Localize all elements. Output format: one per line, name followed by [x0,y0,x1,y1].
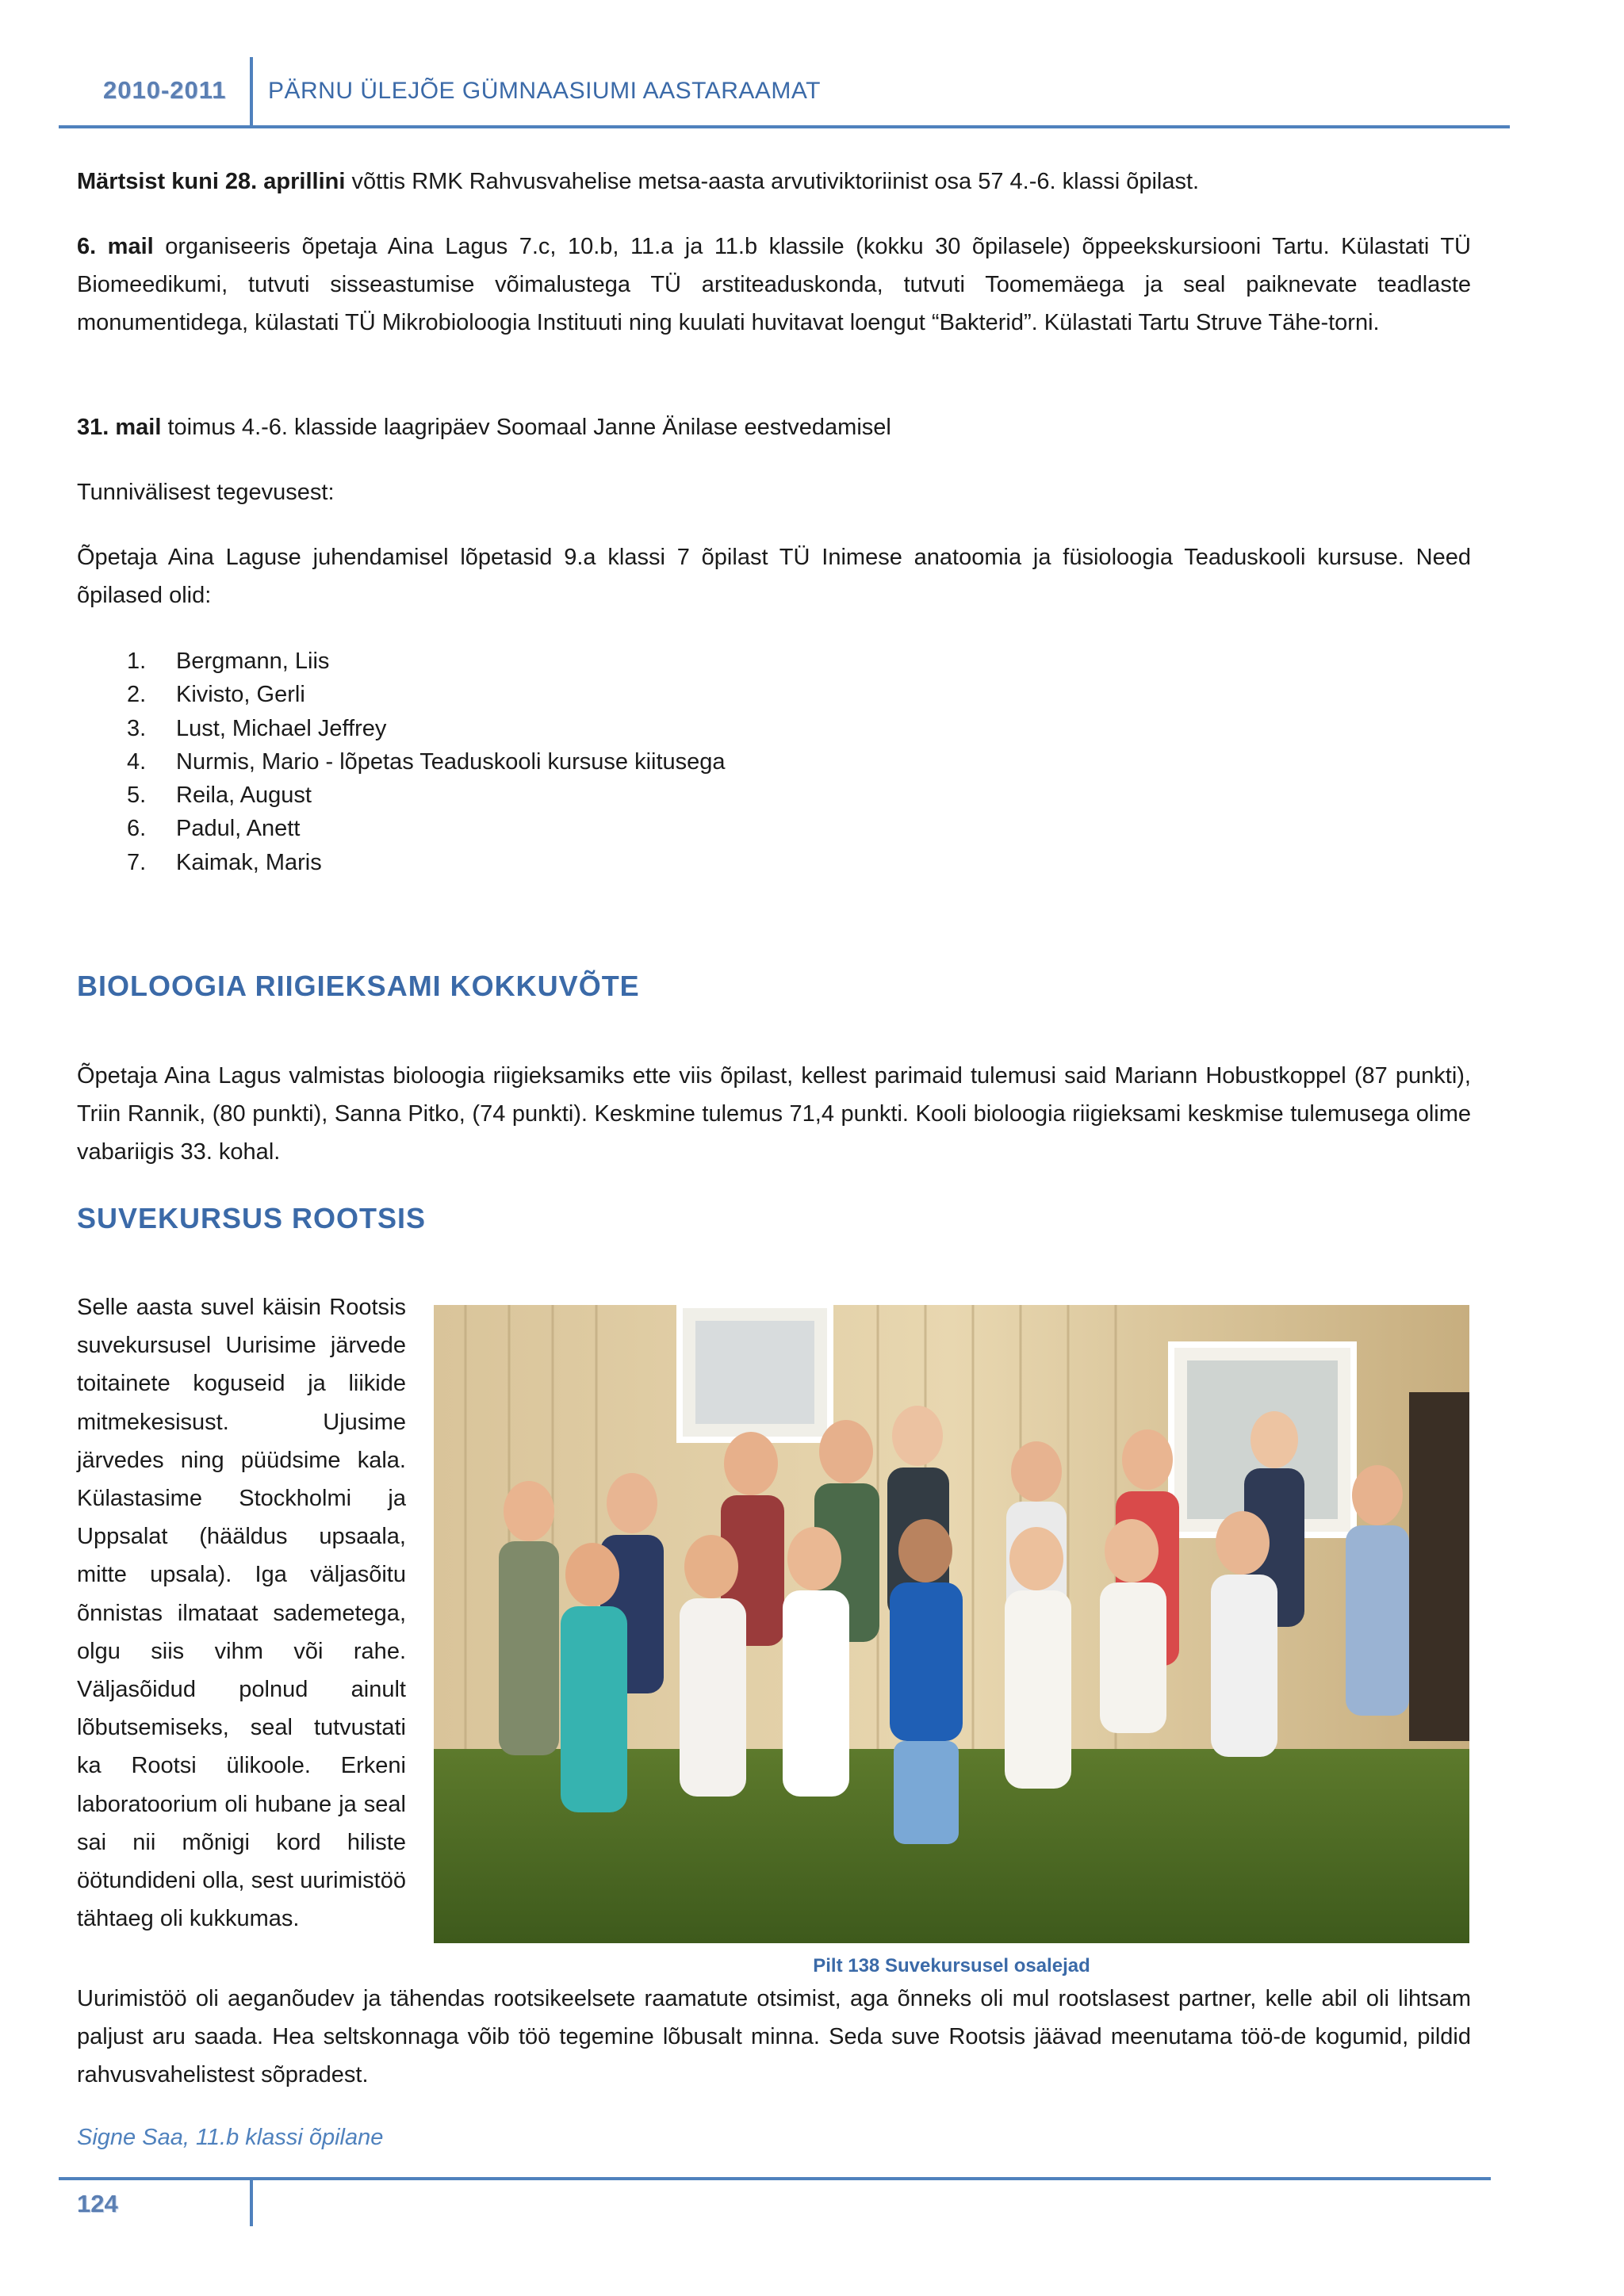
paragraph-tunnivaline: Tunnivälisest tegevusest: [77,480,335,505]
section-heading-suvekursus: SUVEKURSUS ROOTSIS [77,1202,427,1234]
footer-rule [59,2177,1491,2180]
student-name: Lust, Michael Jeffrey [176,715,387,741]
list-number: 7. [127,849,147,875]
header-title: PÄRNU ÜLEJÕE GÜMNAASIUMI AASTARAAMAT [268,78,821,104]
list-item [127,712,726,745]
date-label: 6. mail [77,234,154,259]
footer-divider [250,2180,253,2226]
list-item [127,812,726,845]
author-signature: Signe Saa, 11.b klassi õpilane [77,2125,384,2150]
page-number: 124 [77,2190,118,2218]
paragraph-viktoriin [77,163,1471,201]
paragraph-riigieksam: Õpetaja Aina Lagus valmistas bioloogia riigieksamiks ette viis õpilast, kellest parimaid tulemusi said Mariann Hobustkoppel (87 punkti), Triin Rannik, (80 punkti), Sanna Pitko, (74 punkti). Keskmine tulemus 71,4 punkti. Kooli bioloogia riigieksami keskmise tulemusega olime vabariigis 33. kohal. [77,1063,1471,1165]
list-number: 1. [127,649,147,674]
paragraph-laagripaev [77,408,1471,446]
student-name: Padul, Anett [176,816,301,842]
group-photo [434,1305,1469,1943]
list-number: 2. [127,682,147,708]
list-item [127,678,726,711]
header-divider [250,57,253,125]
photo-caption: Pilt 138 Suvekursusel osalejad [813,1955,1090,1976]
paragraph-teaduskool: Õpetaja Aina Laguse juhendamisel lõpetasid 9.a klassi 7 õpilast TÜ Inimese anatoomia ja füsioloogia Teaduskooli kursuse. Need õpilased olid: [77,545,1471,608]
list-number: 6. [127,816,147,842]
student-name: Kivisto, Gerli [176,682,305,708]
paragraph-suvekursus: Selle aasta suvel käisin Rootsis suvekursusel Uurisime järvede toitainete koguseid ja liikide mitmekesisust. Ujusime järvedes ning püüdsime kala. Külastasime Stockholmi ja Uppsalat (hääldus upsaala, mitte upsala). Iga väljasõitu õnnistas ilmataat sademetega, olgu siis vihm või rahe. Väljasõidud polnud ainult lõbutsemiseks, seal tutvustati ka Rootsi ülikoole. Erkeni laboratoorium oli hubane ja seal sai nii mõnigi kord hiliste öötundideni olla, sest uurimistöö tähtaeg oli kukkumas. [77,1295,406,1932]
date-label: 31. mail [77,415,162,440]
paragraph-text: toimus 4.-6. klasside laagripäev Soomaal Janne Änilase eestvedamisel [161,415,891,440]
list-item [127,779,726,812]
student-name: Bergmann, Liis [176,649,330,674]
student-name: Kaimak, Maris [176,849,322,875]
student-name: Reila, August [176,783,312,809]
student-list [127,645,726,879]
header-year: 2010-2011 [103,76,227,104]
paragraph-suvekursus-continued: Uurimistöö oli aeganõudev ja tähendas rootsikeelsete raamatute otsimist, aga õnneks oli mul rootslasest partner, kelle abil oli lihtsam paljust aru saada. Hea seltskonnaga võib töö tegemine lõbusalt minna. Seda suve Rootsis jäävad meenutama töö-de kogumid, pildid rahvusvahelistest sõpradest. [77,1986,1471,2087]
student-name: Nurmis, Mario - lõpetas Teaduskooli kursuse kiitusega [176,748,726,775]
list-item [127,846,726,879]
list-item [127,745,726,779]
list-number: 4. [127,748,147,775]
section-heading-riigieksam: BIOLOOGIA RIIGIEKSAMI KOKKUVÕTE [77,970,640,1002]
date-label: Märtsist kuni 28. aprillini [77,169,346,194]
list-number: 3. [127,715,147,741]
list-item [127,645,726,678]
header-rule [59,125,1510,128]
list-number: 5. [127,783,147,809]
paragraph-text: organiseeris õpetaja Aina Lagus 7.c, 10.b, 11.a ja 11.b klassile (kokku 30 õpilasele) õppeekskursiooni Tartu. Külastati TÜ Biomeedikumi, tutvuti sisseastumise võimalustega TÜ arstiteaduskonda, tutvuti Toomemäega ja seal paiknevate teadlaste monumentidega, külastati TÜ Mikrobioloogia Instituuti ning kuulati huvitavat loengut “Bakterid”. Külastati Tartu Struve Tähe-torni. [77,234,1471,335]
paragraph-ekskursioon [77,228,1471,342]
paragraph-text: võttis RMK Rahvusvahelise metsa-aasta arvutiviktoriinist osa 57 4.-6. klassi õpilast. [345,169,1200,194]
